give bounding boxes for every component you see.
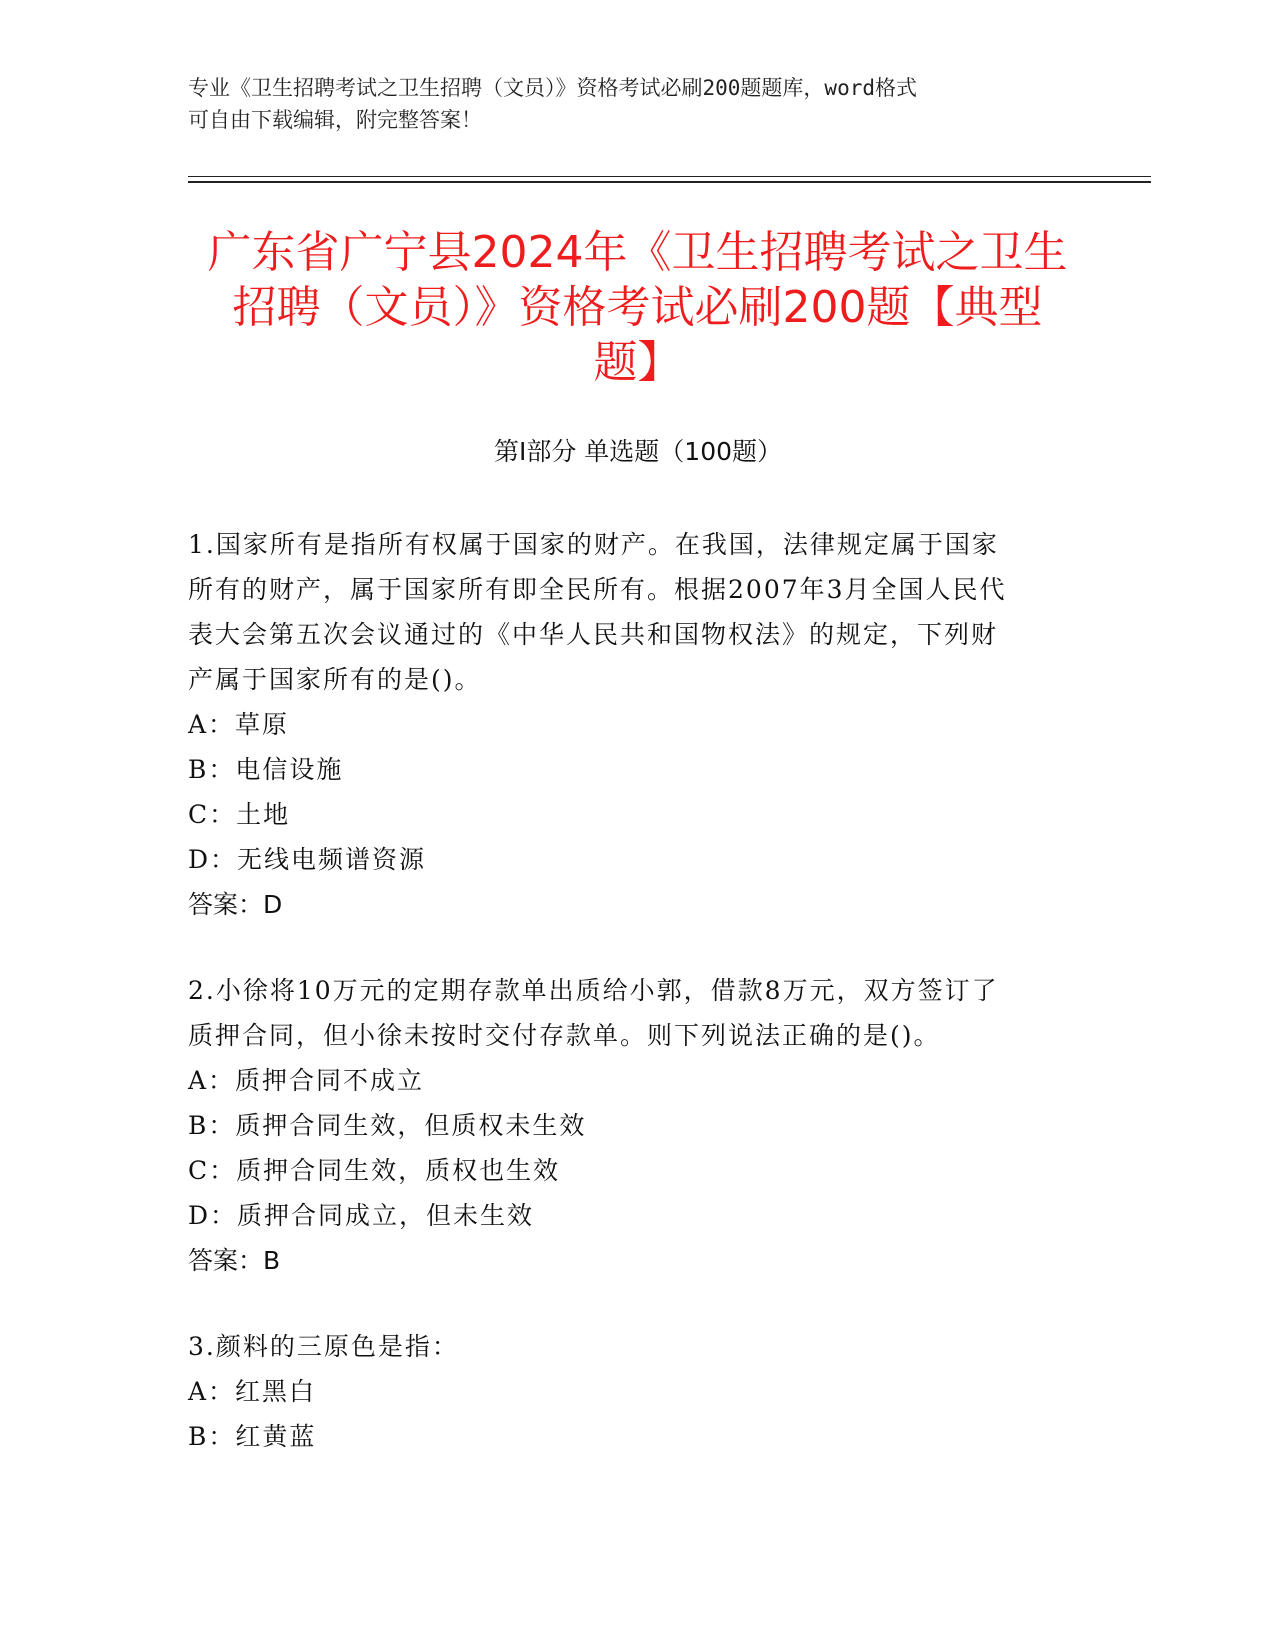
section-heading: 第Ⅰ部分 单选题（100题） <box>493 437 783 466</box>
answer-option: C：质押合同生效，质权也生效 <box>188 1156 561 1185</box>
answer-option: B：红黄蓝 <box>188 1422 317 1451</box>
answer-option: A：草原 <box>188 710 290 739</box>
answer-option: A：质押合同不成立 <box>188 1066 425 1095</box>
question-stem-line: 表大会第五次会议通过的《中华人民共和国物权法》的规定，下列财 <box>188 620 999 649</box>
page-title-line: 广东省广宁县2024年《卫生招聘考试之卫生 <box>207 227 1068 278</box>
answer-key: 答案：D <box>188 890 283 919</box>
answer-option: B：质押合同生效，但质权未生效 <box>188 1111 587 1140</box>
question-stem-line: 所有的财产，属于国家所有即全民所有。根据2007年3月全国人民代 <box>188 575 1007 604</box>
question-item <box>188 968 1068 1283</box>
question-stem-line: 3.颜料的三原色是指： <box>188 1332 459 1361</box>
header-note-line: 专业《卫生招聘考试之卫生招聘（文员）》资格考试必刷200题题库，word格式 <box>188 76 917 100</box>
question-stem-line: 2.小徐将10万元的定期存款单出质给小郭，借款8万元，双方签订了 <box>188 976 999 1005</box>
question-stem-line: 质押合同，但小徐未按时交付存款单。则下列说法正确的是()。 <box>188 1021 941 1050</box>
question-item <box>188 1324 1068 1459</box>
question-list <box>188 522 1068 1500</box>
question-stem-line: 1.国家所有是指所有权属于国家的财产。在我国，法律规定属于国家 <box>188 530 999 559</box>
answer-option: C：土地 <box>188 800 291 829</box>
header-note <box>188 72 1068 136</box>
answer-option: D：质押合同成立，但未生效 <box>188 1201 535 1230</box>
answer-key: 答案：B <box>188 1246 281 1275</box>
answer-option: A：红黑白 <box>188 1377 317 1406</box>
answer-option: D：无线电频谱资源 <box>188 845 427 874</box>
page-title-line: 题】 <box>593 337 682 388</box>
question-item <box>188 522 1068 927</box>
header-divider-top <box>188 176 1151 177</box>
header-note-line: 可自由下载编辑，附完整答案！ <box>188 108 482 132</box>
answer-option: B：电信设施 <box>188 755 344 784</box>
page-title-line: 招聘（文员）》资格考试必刷200题【典型 <box>232 282 1043 333</box>
header-divider-bottom <box>188 181 1151 183</box>
page-title <box>160 225 1115 390</box>
question-stem-line: 产属于国家所有的是()。 <box>188 665 482 694</box>
